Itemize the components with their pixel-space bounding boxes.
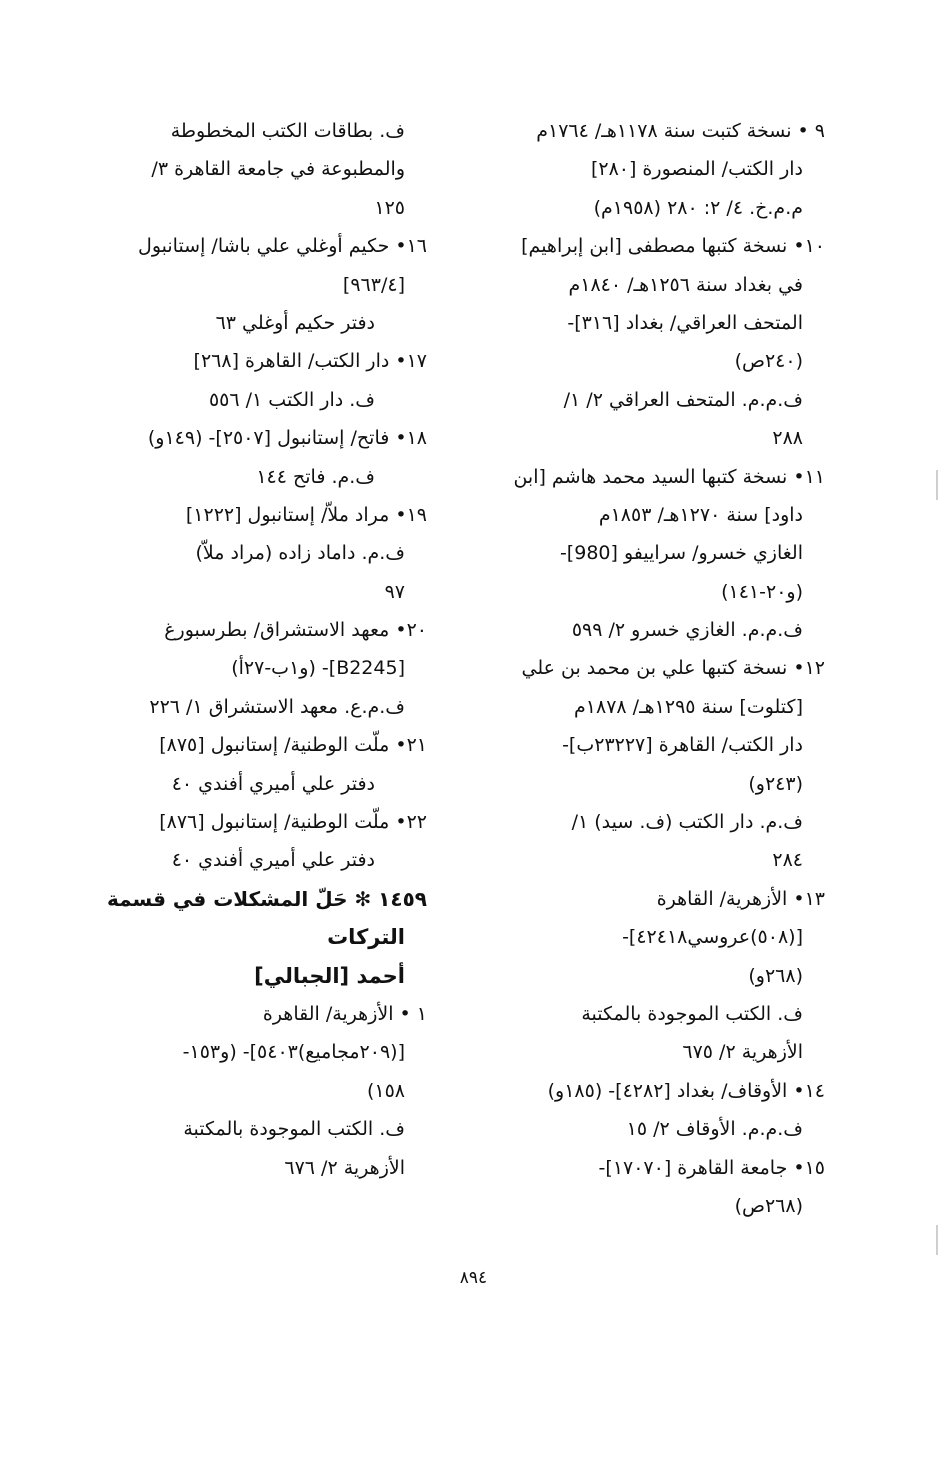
entry-17-line: ١٧• دار الكتب/ القاهرة [٢٦٨] (193, 350, 427, 373)
entry-22-reference: دفتر علي أميري أفندي ٤٠ (171, 849, 375, 872)
entry-18-line: ١٨• فاتح/ إستانبول [٢٥٠٧]- (١٤٩و) (147, 427, 427, 450)
entry-12-pages: (٢٤٣و) (748, 772, 803, 795)
right-column (480, 112, 825, 1225)
entry-15-line: ١٥• جامعة القاهرة [١٧٠٧٠]- (598, 1156, 825, 1179)
scan-edge-mark (936, 470, 938, 500)
entry-13-reference: ف. الكتب الموجودة بالمكتبة (581, 1002, 803, 1025)
entry-11-date: داود] سنة ١٢٧٠هـ/ ١٨٥٣م (598, 503, 803, 526)
work-1459-entry-1-reference: ف. الكتب الموجودة بالمكتبة (183, 1118, 405, 1141)
entry-15-reference: ف. بطاقات الكتب المخطوطة (170, 120, 405, 142)
page-number: ٨٩٤ (459, 1268, 488, 1288)
entry-11-reference: ف.م.م. الغازي خسرو ٢/ ٥٩٩ (571, 619, 803, 642)
entry-16-line: ١٦• حكيم أوغلي علي باشا/ إستانبول (138, 235, 427, 258)
entry-12-location: دار الكتب/ القاهرة [٢٣٢٢٧ب]- (562, 734, 803, 757)
work-1459-entry-1-pages: ١٥٨) (366, 1079, 405, 1102)
entry-16-shelfmark: [٩٦٣/٤] (342, 273, 405, 296)
entry-18-reference: ف.م. فاتح ١٤٤ (256, 465, 375, 488)
entry-12-line: ١٢• نسخة كتبها علي بن محمد بن علي (521, 657, 825, 680)
work-1459-heading: ١٤٥٩ ✻ حَلّ المشكلات في قسمة (106, 886, 427, 911)
entry-15-pages: (٢٦٨ص) (734, 1194, 803, 1217)
entry-11-pages: (و٢٠-١٤١) (721, 580, 803, 603)
entry-19-reference: ف.م. داماد زاده (مراد ملاّ) (195, 542, 405, 565)
entry-9-line: ٩ • نسخة كتبت سنة ١١٧٨هـ/ ١٧٦٤م (536, 120, 825, 142)
entry-22-line: ٢٢• ملّت الوطنية/ إستانبول [٨٧٦] (159, 811, 427, 834)
entry-10-reference-page: ٢٨٨ (772, 427, 803, 450)
entry-14-line: ١٤• الأوقاف/ بغداد [٤٢٨٢]- (١٨٥و) (547, 1079, 825, 1102)
entry-10-line: ١٠• نسخة كتبها مصطفى [ابن إبراهيم] (521, 235, 825, 258)
entry-11-location: الغازي خسرو/ سراييفو [980]- (559, 542, 803, 565)
entry-12-reference: ف.م. دار الكتب (ف. سيد) ١/ (571, 811, 803, 834)
entry-20-reference: ف.م.ع. معهد الاستشراق ١/ ٢٢٦ (149, 695, 405, 718)
work-1459-entry-1-line: ١ • الأزهرية/ القاهرة (262, 1002, 427, 1025)
entry-10-date: في بغداد سنة ١٢٥٦هـ/ ١٨٤٠م (568, 273, 803, 296)
entry-21-reference: دفتر علي أميري أفندي ٤٠ (171, 772, 375, 795)
entry-15-reference-cont: والمطبوعة في جامعة القاهرة ٣/ (151, 158, 405, 181)
entry-15-reference-page: ١٢٥ (374, 196, 405, 219)
scan-edge-mark (936, 1225, 938, 1255)
entry-21-line: ٢١• ملّت الوطنية/ إستانبول [٨٧٥] (159, 734, 427, 757)
entry-14-reference: ف.م.م. الأوقاف ٢/ ١٥ (626, 1118, 803, 1141)
entry-12-date: [كتلوت] سنة ١٢٩٥هـ/ ١٨٧٨م (574, 695, 803, 718)
entry-20-shelfmark: [B2245]- (و١ب-٢٧أ) (231, 657, 405, 680)
entry-19-line: ١٩• مراد ملاّ/ إستانبول [١٢٢٢] (185, 503, 427, 526)
entry-9-location: دار الكتب/ المنصورة [٢٨٠] (590, 158, 803, 181)
entry-10-pages: (٢٤٠ص) (734, 350, 803, 373)
entry-13-pages: (٢٦٨و) (748, 964, 803, 987)
entry-9-reference: م.م.خ. ٤/ ٢: ٢٨٠ (١٩٥٨م) (593, 196, 803, 219)
entry-13-line: ١٣• الأزهرية/ القاهرة (656, 887, 825, 910)
work-1459-author: أحمد [الجبالي] (254, 963, 405, 988)
entry-16-reference: دفتر حكيم أوغلي ٦٣ (215, 311, 375, 334)
entry-12-reference-page: ٢٨٤ (772, 849, 803, 872)
entry-10-reference: ف.م.م. المتحف العراقي ٢/ ١/ (563, 388, 803, 411)
work-1459-entry-1-reference-page: الأزهرية ٢/ ٦٧٦ (284, 1156, 405, 1179)
entry-13-reference-page: الأزهرية ٢/ ٦٧٥ (682, 1041, 803, 1064)
entry-19-reference-page: ٩٧ (384, 580, 405, 603)
entry-20-line: ٢٠• معهد الاستشراق/ بطرسبورغ (164, 619, 427, 642)
entry-17-reference: ف. دار الكتب ١/ ٥٥٦ (208, 388, 375, 411)
work-1459-entry-1-shelfmark: [(٢٠٩مجاميع)٥٤٠٣]- (و١٥٣- (182, 1041, 405, 1064)
entry-11-line: ١١• نسخة كتبها السيد محمد هاشم [ابن (513, 465, 825, 488)
work-1459-heading-cont: التركات (327, 925, 405, 950)
entry-10-location: المتحف العراقي/ بغداد [٣١٦]- (567, 311, 803, 334)
entry-13-shelfmark: [(٥٠٨)عروسي٤٢٤١٨]- (622, 926, 803, 949)
left-column (97, 112, 427, 1187)
